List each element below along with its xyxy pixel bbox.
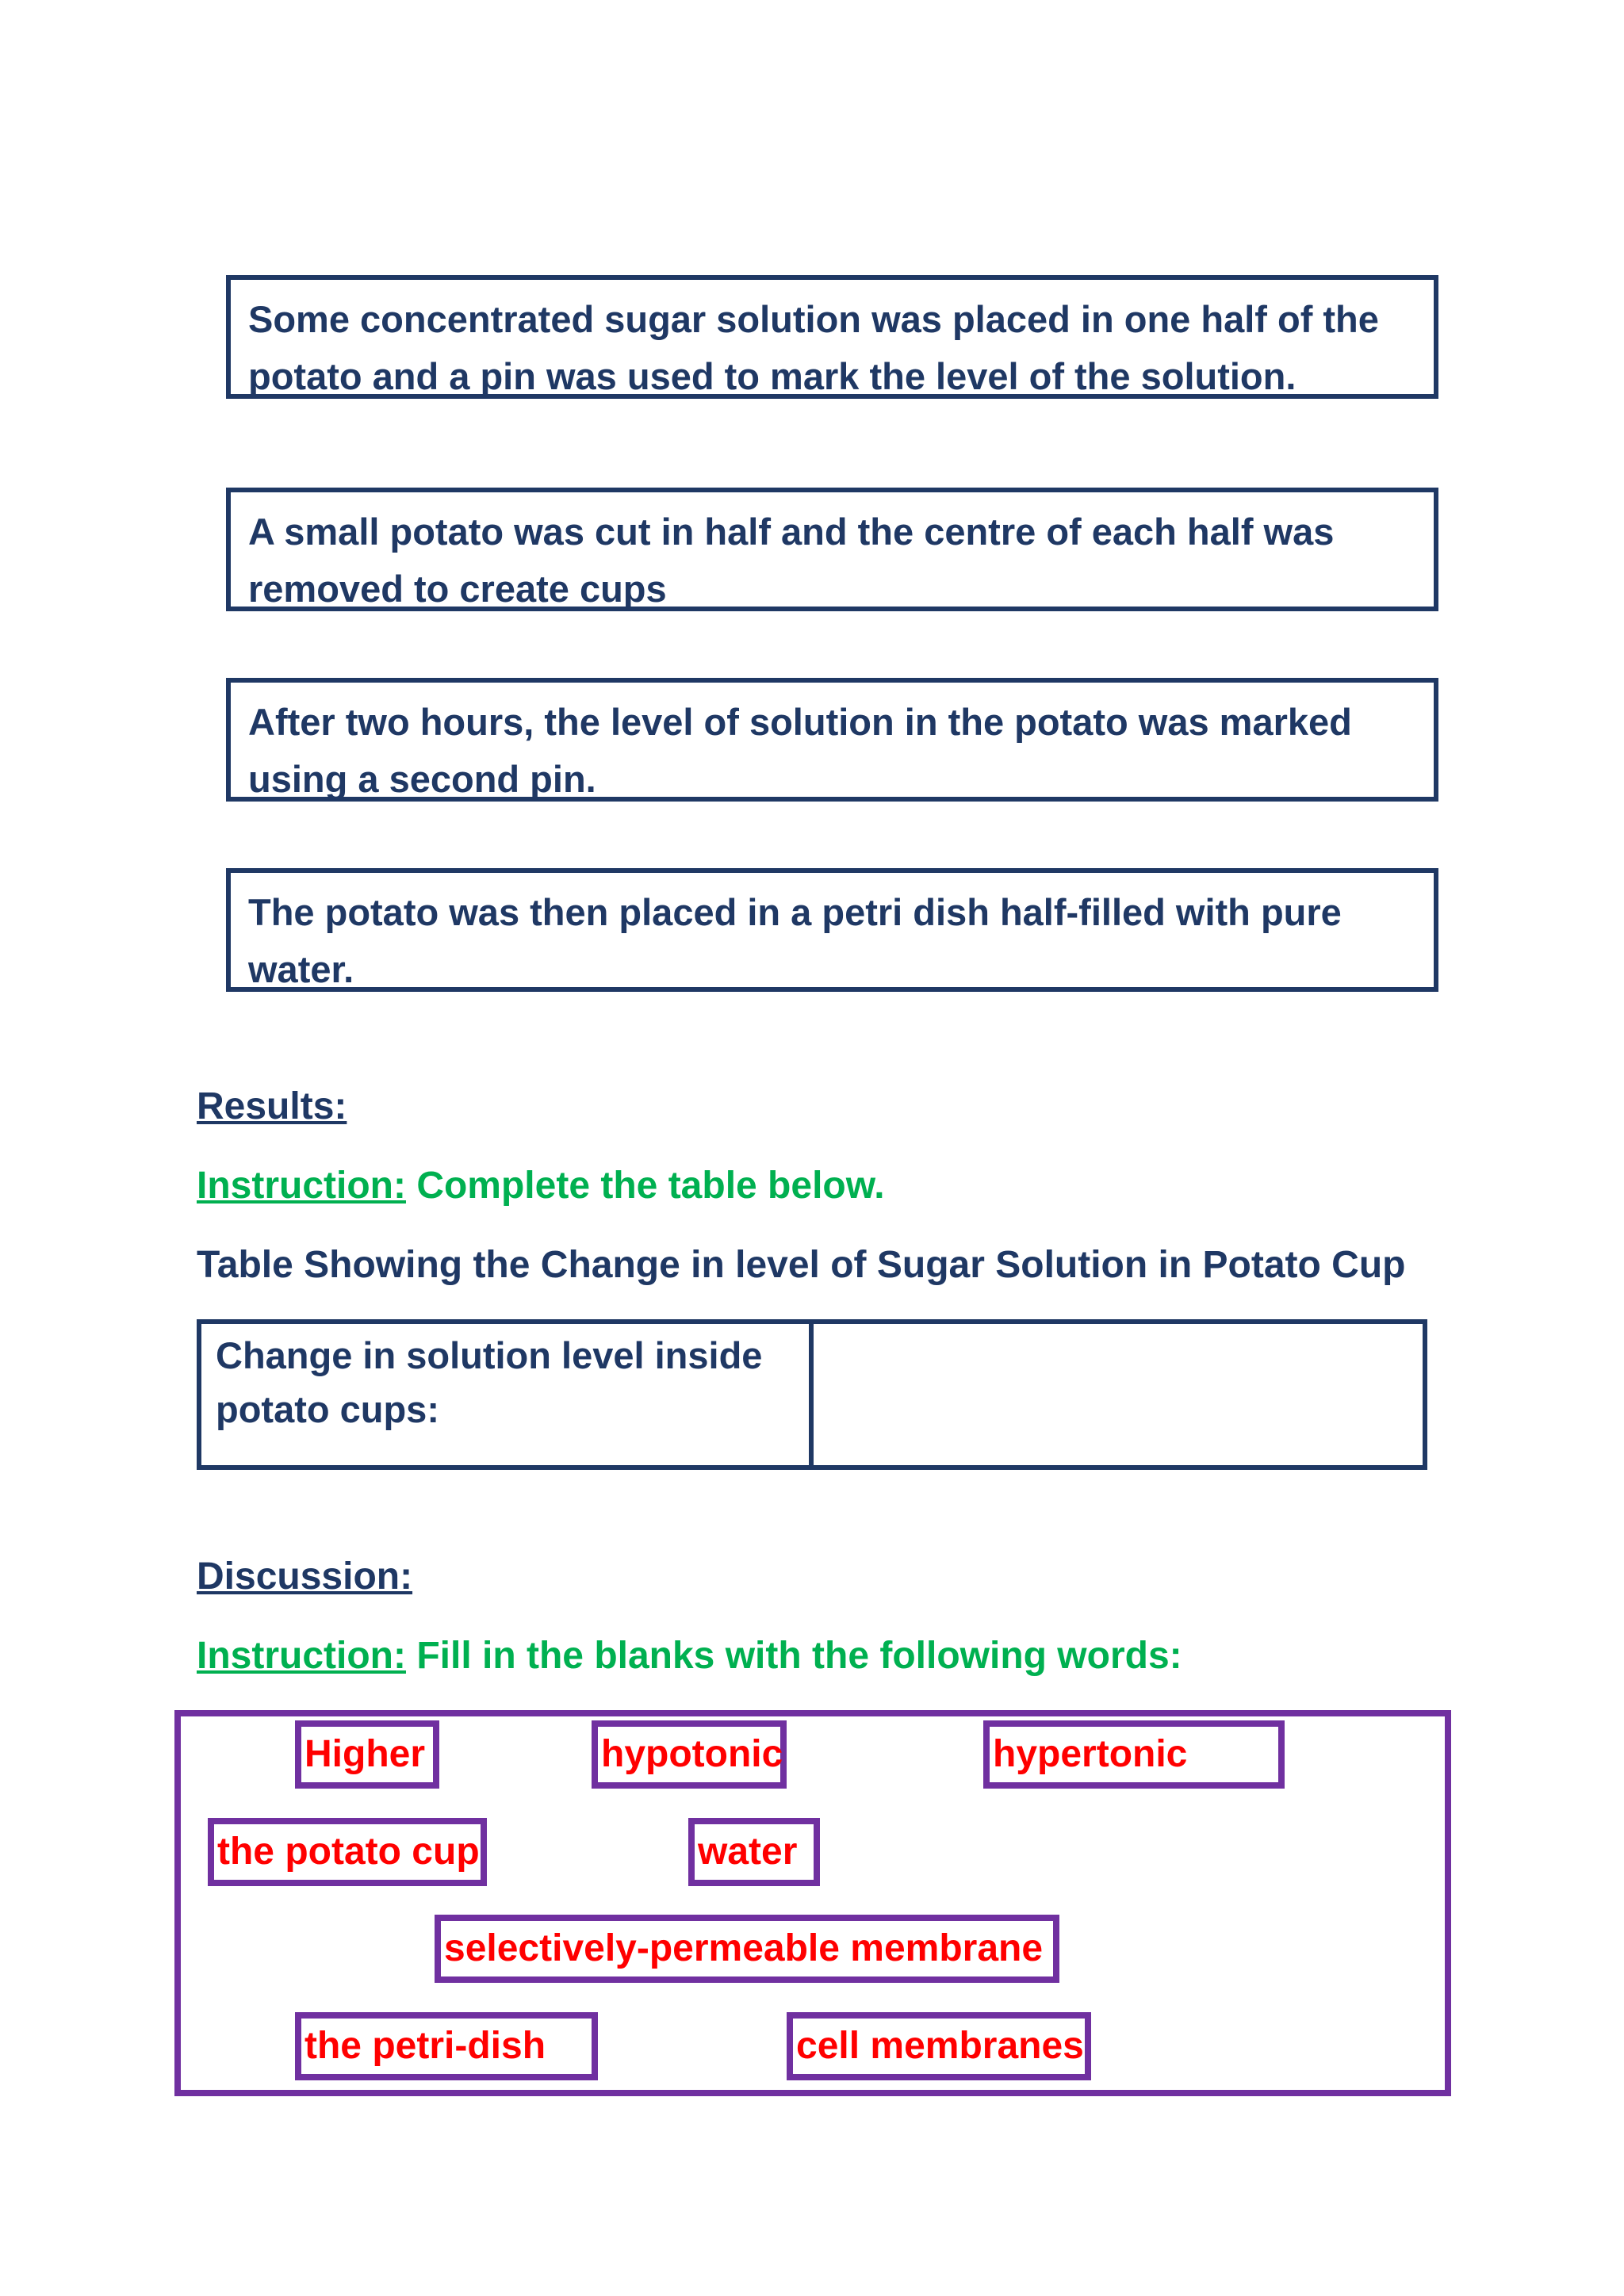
table-caption: Table Showing the Change in level of Sugar Solution in Potato Cup xyxy=(197,1244,1406,1286)
word-chip-water[interactable]: water xyxy=(688,1818,820,1886)
results-instruction-text: Complete the table below. xyxy=(405,1165,885,1207)
procedure-step-3[interactable]: After two hours, the level of solution in the potato was marked using a second pin. xyxy=(226,678,1438,802)
word-chip-petri-dish[interactable]: the petri-dish xyxy=(295,2012,598,2080)
results-instruction-label: Instruction: xyxy=(197,1165,406,1207)
discussion-heading: Discussion: xyxy=(197,1556,413,1598)
word-chip-selectively-permeable-membrane[interactable]: selectively-permeable membrane xyxy=(435,1915,1059,1983)
word-chip-higher[interactable]: Higher xyxy=(295,1720,439,1789)
procedure-step-1[interactable]: Some concentrated sugar solution was placed in one half of the potato and a pin was used to mark the level of the solution. xyxy=(226,275,1438,399)
word-chip-hypertonic[interactable]: hypertonic xyxy=(983,1720,1285,1789)
table-row-label: Change in solution level inside potato cups: xyxy=(201,1324,814,1465)
table-answer-cell[interactable] xyxy=(814,1324,1423,1465)
discussion-instruction xyxy=(197,1634,1182,1678)
word-chip-cell-membranes[interactable]: cell membranes xyxy=(787,2012,1091,2080)
results-instruction xyxy=(197,1164,885,1207)
word-chip-potato-cup[interactable]: the potato cup xyxy=(208,1818,487,1886)
results-table xyxy=(197,1319,1427,1470)
results-heading: Results: xyxy=(197,1085,347,1127)
procedure-step-4[interactable]: The potato was then placed in a petri dish half-filled with pure water. xyxy=(226,868,1438,992)
discussion-instruction-text: Fill in the blanks with the following words: xyxy=(405,1635,1182,1677)
procedure-step-2[interactable]: A small potato was cut in half and the centre of each half was removed to create cups xyxy=(226,488,1438,611)
word-chip-hypotonic[interactable]: hypotonic xyxy=(592,1720,787,1789)
discussion-instruction-label: Instruction: xyxy=(197,1635,406,1677)
